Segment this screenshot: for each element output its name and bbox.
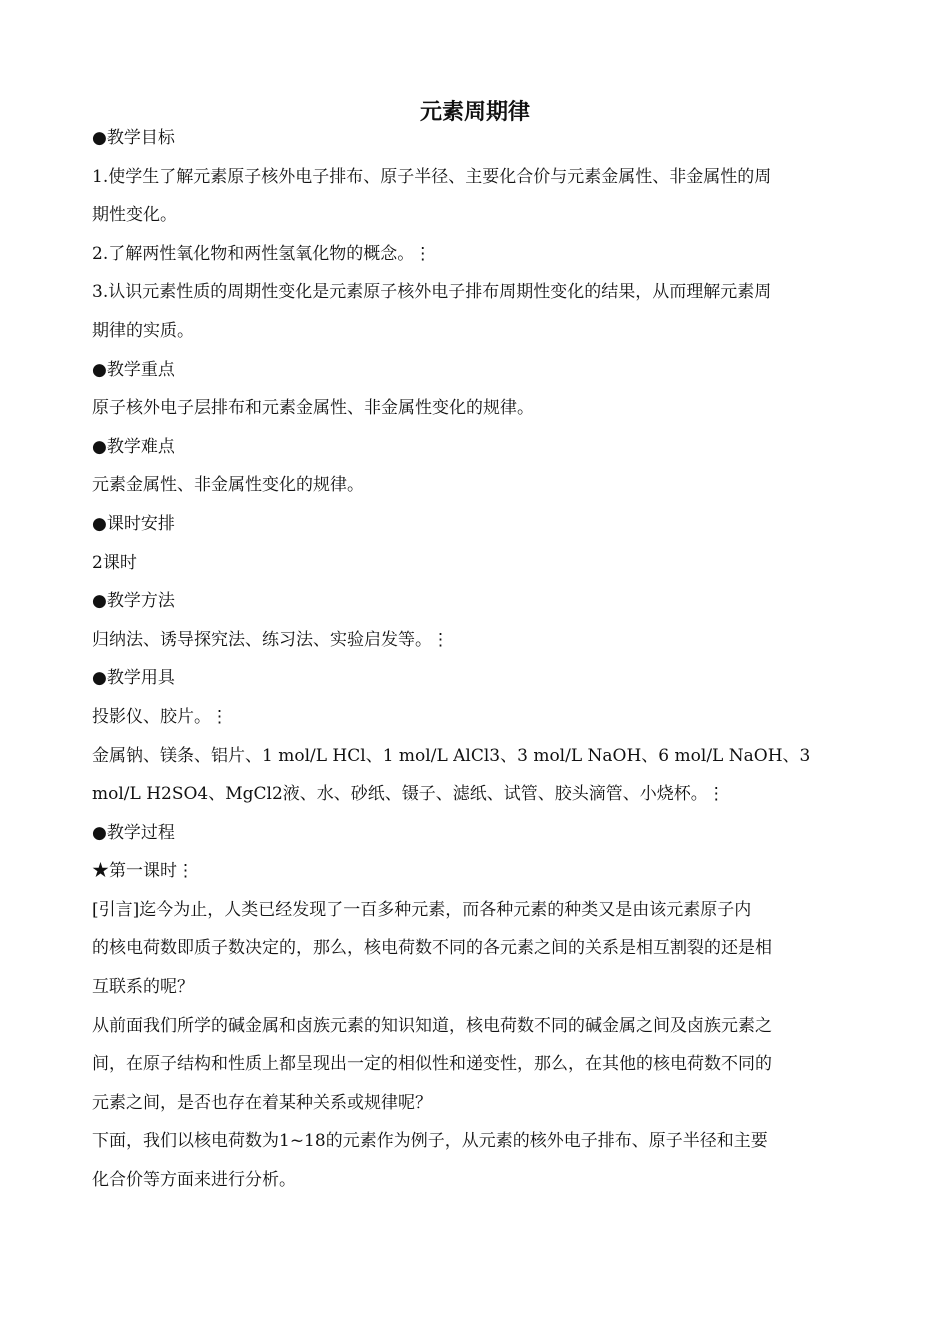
paragraph-2-line-2: 间，在原子结构和性质上都呈现出一定的相似性和递变性，那么，在其他的核电荷数不同的 — [92, 1054, 772, 1075]
materials-line-1: 金属钠、镁条、铝片、1 mol/L HCl、1 mol/L AlCl3、3 mol/L NaOH、6 mol/L NaOH、3 — [92, 745, 811, 766]
section-heading-key-points: ●教学重点 — [92, 359, 175, 380]
document-body — [92, 119, 860, 1200]
document-title: 元素周期律 — [419, 100, 530, 125]
key-points-text: 原子核外电子层排布和元素金属性、非金属性变化的规律。 — [92, 398, 534, 419]
difficulties-text: 元素金属性、非金属性变化的规律。 — [92, 475, 364, 496]
materials-line-2: mol/L H2SO4、MgCl2液、水、砂纸、镊子、滤纸、试管、胶头滴管、小烧杯。⋮ — [92, 784, 725, 805]
paragraph-3-line-2: 化合价等方面来进行分析。 — [92, 1170, 296, 1191]
paragraph-2-line-1: 从前面我们所学的碱金属和卤族元素的知识知道，核电荷数不同的碱金属之间及卤族元素之 — [92, 1015, 772, 1036]
first-lesson-heading: ★第一课时⋮ — [92, 861, 194, 882]
section-heading-tools: ●教学用具 — [92, 668, 175, 689]
objective-3-line-1: 3.认识元素性质的周期性变化是元素原子核外电子排布周期性变化的结果，从而理解元素周 — [92, 282, 772, 303]
methods-text: 归纳法、诱导探究法、练习法、实验启发等。⋮ — [92, 629, 449, 650]
section-heading-process: ●教学过程 — [92, 822, 175, 843]
paragraph-2-line-3: 元素之间，是否也存在着某种关系或规律呢？ — [92, 1092, 432, 1113]
section-heading-difficulties: ●教学难点 — [92, 436, 175, 457]
objective-3-line-2: 期律的实质。 — [92, 320, 194, 341]
schedule-text: 2课时 — [92, 552, 137, 573]
section-heading-schedule: ●课时安排 — [92, 513, 175, 534]
section-heading-objectives: ●教学目标 — [92, 128, 175, 148]
intro-line-1: [引言]迄今为止，人类已经发现了一百多种元素，而各种元素的种类又是由该元素原子内 — [92, 899, 752, 920]
tools-text: 投影仪、胶片。⋮ — [92, 706, 228, 727]
intro-line-3: 互联系的呢？ — [92, 977, 194, 998]
objective-1-line-1: 1.使学生了解元素原子核外电子排布、原子半径、主要化合价与元素金属性、非金属性的周 — [92, 166, 772, 187]
section-heading-methods: ●教学方法 — [92, 591, 175, 612]
intro-line-2: 的核电荷数即质子数决定的，那么，核电荷数不同的各元素之间的关系是相互割裂的还是相 — [92, 938, 772, 959]
objective-1-line-2: 期性变化。 — [92, 205, 177, 226]
paragraph-3-line-1: 下面，我们以核电荷数为1~18的元素作为例子，从元素的核外电子排布、原子半径和主要 — [92, 1131, 768, 1152]
objective-2: 2.了解两性氧化物和两性氢氧化物的概念。⋮ — [92, 243, 432, 264]
